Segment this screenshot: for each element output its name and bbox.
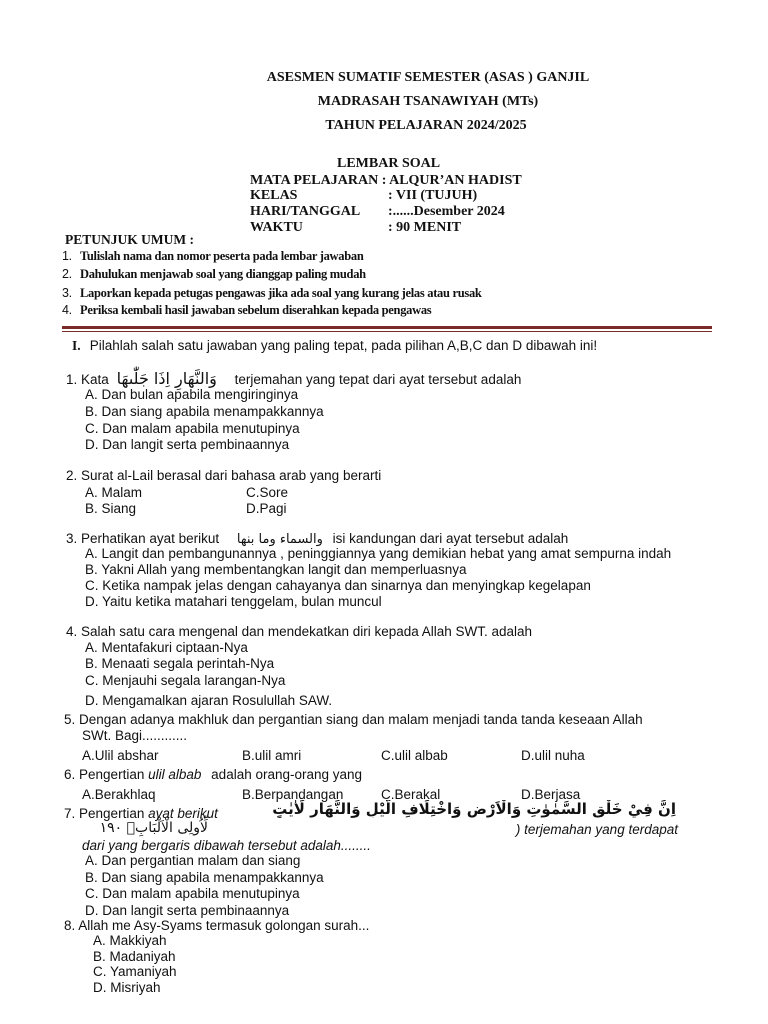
info-key: KELAS [250,188,298,203]
info-value: : VII (TUJUH) [388,188,478,203]
question-8: 8. Allah me Asy-Syams termasuk golongan surah... [64,918,370,933]
arabic-verse: وَالنَّهَارِ اِذَا جَلّٰىهَا [116,369,217,388]
option: C. Dan malam apabila menutupinya [85,886,300,901]
instructions-heading: PETUNJUK UMUM : [65,232,194,247]
option: D.Pagi [246,501,287,516]
academic-year: TAHUN PELAJARAN 2024/2025 [325,118,527,133]
option: A. Dan pergantian malam dan siang [85,853,301,868]
question-7-cont: dari yang bergaris dibawah tersebut adalah........ [82,838,371,853]
option: A.Ulil abshar [82,748,159,763]
option: B.ulil amri [242,748,302,763]
question-6: 6. Pengertian ulil albab adalah orang-orang yang [64,767,363,782]
info-key: MATA PELAJARAN : ALQUR’AN HADIST [250,173,522,188]
arabic-verse-end: لِّاُولِى الْاَلْبَابِۙ ١٩٠ [99,820,208,836]
info-key: WAKTU [250,220,303,235]
option: D. Dan langit serta pembinaannya [85,903,290,918]
info-key: HARI/TANGGAL [250,204,361,219]
option: C. Dan malam apabila menutupinya [85,421,300,436]
option: A. Mentafakuri ciptaan-Nya [85,640,248,655]
section-divider-thin [62,331,712,332]
option: B. Dan siang apabila menampakkannya [85,870,324,885]
option: C. Menjauhi segala larangan-Nya [85,673,286,688]
exam-title: ASESMEN SUMATIF SEMESTER (ASAS ) GANJIL [266,70,590,85]
option: B. Madaniyah [93,949,176,964]
option: D. Dan langit serta pembinaannya [85,437,290,452]
question-4: 4. Salah satu cara mengenal dan mendekatkan diri kepada Allah SWT. adalah [66,624,533,639]
option: C. Yamaniyah [93,964,177,979]
option: D. Misriyah [93,980,161,995]
instruction-item: 2. Dahulukan menjawab soal yang dianggap paling mudah [62,267,366,281]
instruction-item: 1. Tulislah nama dan nomor peserta pada lembar jawaban [62,249,364,263]
question-1: 1. Kata وَالنَّهَارِ اِذَا جَلّٰىهَا terjemahan yang tepat dari ayat tersebut adalah [66,369,522,388]
arabic-verse: اِنَّ فِيْ خَلْقِ السَّمٰوٰتِ وَالْاَرْضِ وَاخْتِلَافِ الَّيْلِ وَالنَّهَارِ لَاٰيٰتٍ [272,800,676,818]
option: A. Langit dan pembangunannya , peninggiannya yang demikian hebat yang amat sempurna indah [85,546,672,561]
school-name: MADRASAH TSANAWIYAH (MTs) [317,94,539,109]
option: D.Berjasa [521,787,581,802]
option: D. Yaitu ketika matahari tenggelam, bulan muncul [85,594,382,609]
option: C.Sore [246,485,289,500]
option: C.Berakal [381,787,441,802]
option: A. Malam [85,485,143,500]
info-value: :......Desember 2024 [388,204,505,219]
option: C.ulil albab [381,748,448,763]
option: B. Dan siang apabila menampakkannya [85,404,324,419]
question-3: 3. Perhatikan ayat berikut والسماء وما بنها isi kandungan dari ayat tersebut adalah [66,531,569,547]
option: D. Mengamalkan ajaran Rosulullah SAW. [85,693,333,708]
section-divider [62,326,712,329]
section-instruction: I. Pilahlah salah satu jawaban yang paling tepat, pada pilihan A,B,C dan D dibawah ini! [72,338,598,353]
instruction-item: 3. Laporkan kepada petugas pengawas jika ada soal yang kurang jelas atau rusak [62,286,482,300]
option: C. Ketika nampak jelas dengan cahayanya dan sinarnya dan menyingkap kegelapan [85,578,591,593]
option: B. Siang [85,501,137,516]
option: D.ulil nuha [521,748,585,763]
option: B. Menaati segala perintah-Nya [85,656,275,671]
question-7-tail: ) terjemahan yang terdapat [515,822,678,837]
option: A.Berakhlaq [82,787,156,802]
arabic-verse: والسماء وما بنها [236,532,323,547]
option: A. Dan bulan apabila mengiringinya [85,387,299,402]
info-value: : 90 MENIT [388,220,462,235]
option: B.Berpandangan [242,787,344,802]
instruction-item: 4. Periksa kembali hasil jawaban sebelum diserahkan kepada pengawas [62,303,432,317]
question-5: 5. Dengan adanya makhluk dan pergantian siang dan malam menjadi tanda tanda keseaan Allah [64,712,643,727]
question-2: 2. Surat al-Lail berasal dari bahasa arab yang berarti [66,468,382,483]
option: B. Yakni Allah yang membentangkan langit dan memperluasnya [85,562,467,577]
question-5-cont: SWt. Bagi............ [82,728,188,743]
sheet-title: LEMBAR SOAL [337,156,441,171]
question-7: 7. Pengertian ayat berikut [64,806,218,821]
option: A. Makkiyah [93,933,167,948]
